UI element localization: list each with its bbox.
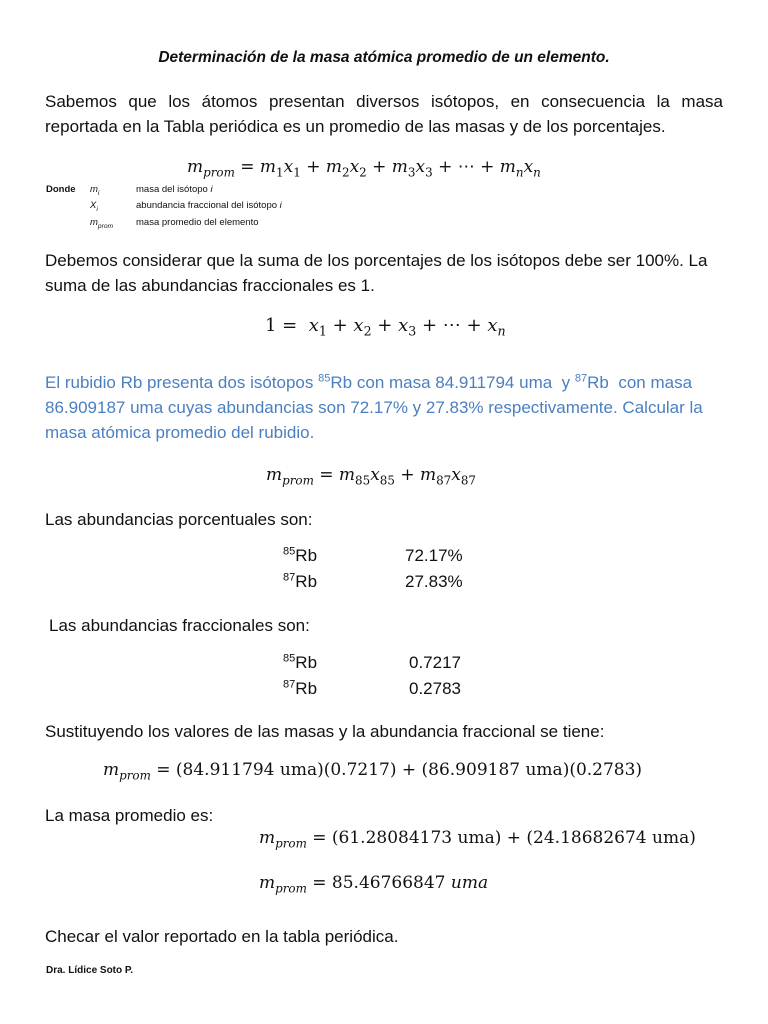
substituted-equation: $m_{prom} = (84.911794$ uma)(0.7217) + (86.909187 uma)(0.2783) [103, 760, 643, 783]
percent-row-isotope: $^{87}$Rb [283, 571, 318, 591]
fraction-row-value: 0.7217 [409, 653, 461, 672]
problem-statement: El rubidio Rb presenta dos isótopos $^{85}$Rb con masa 84.911794 uma y $^{87}$Rb con masa 86.909187 uma cuyas abundancias son 72.17% y 27.83% respectivamente. Calcular la masa atómica promedio del rubidio. [45, 372, 703, 442]
percent-heading: Las abundancias porcentuales son: [45, 510, 313, 529]
percent-row-isotope: $^{85}$Rb [283, 545, 318, 565]
definition-symbol-xi: $X_i$ [90, 200, 98, 213]
definitions-label: Donde [46, 184, 76, 195]
products-equation: $m_{prom} = (61.28084173$ uma) + (24.18682674 uma) [259, 828, 696, 851]
percent-row-value: 72.17% [405, 546, 463, 565]
definition-desc-mi: masa del isótopo i [136, 184, 213, 195]
intro-paragraph: Sabemos que los átomos presentan diversos isótopos, en consecuencia la masa reportada en la Tabla periódica es un promedio de las masas y de los porcentajes. [45, 92, 723, 136]
result-equation: $m_{prom} = 85.46766847$ uma [259, 873, 489, 896]
sum-fractions-formula: $1 = x_1 + x_2 + x_3$ + ⋯ + $x_n$ [265, 315, 506, 339]
fraction-row-isotope: $^{87}$Rb [283, 678, 318, 698]
author-signature: Dra. Lídice Soto P. [46, 965, 134, 976]
definition-symbol-mprom: $m_{prom}$ [90, 217, 114, 230]
sum-paragraph: Debemos considerar que la suma de los porcentajes de los isótopos debe ser 100%. La suma de las abundancias fraccionales es 1. [45, 251, 708, 295]
fraction-row-value: 0.2783 [409, 679, 461, 698]
fraction-heading: Las abundancias fraccionales son: [49, 616, 310, 635]
general-average-formula: $m_{prom} = m_1x_1 + m_2x_2 + m_3x_3$ + ⋯ + $m_nx_n$ [187, 157, 541, 180]
fraction-row-isotope: $^{85}$Rb [283, 652, 318, 672]
definition-desc-mprom: masa promedio del elemento [136, 217, 259, 228]
mean-heading: La masa promedio es: [45, 806, 214, 825]
definition-symbol-mi: $m_i$ [90, 184, 100, 197]
rubidium-average-formula: $m_{prom} = m_{85}x_{85} + m_{87}x_{87}$ [266, 465, 476, 488]
document-title: Determinación de la masa atómica promedio de un elemento. [158, 49, 610, 66]
check-paragraph: Checar el valor reportado en la tabla periódica. [45, 927, 399, 946]
percent-row-value: 27.83% [405, 572, 463, 591]
substitute-paragraph: Sustituyendo los valores de las masas y la abundancia fraccional se tiene: [45, 722, 605, 741]
definition-desc-xi: abundancia fraccional del isótopo i [136, 200, 282, 211]
